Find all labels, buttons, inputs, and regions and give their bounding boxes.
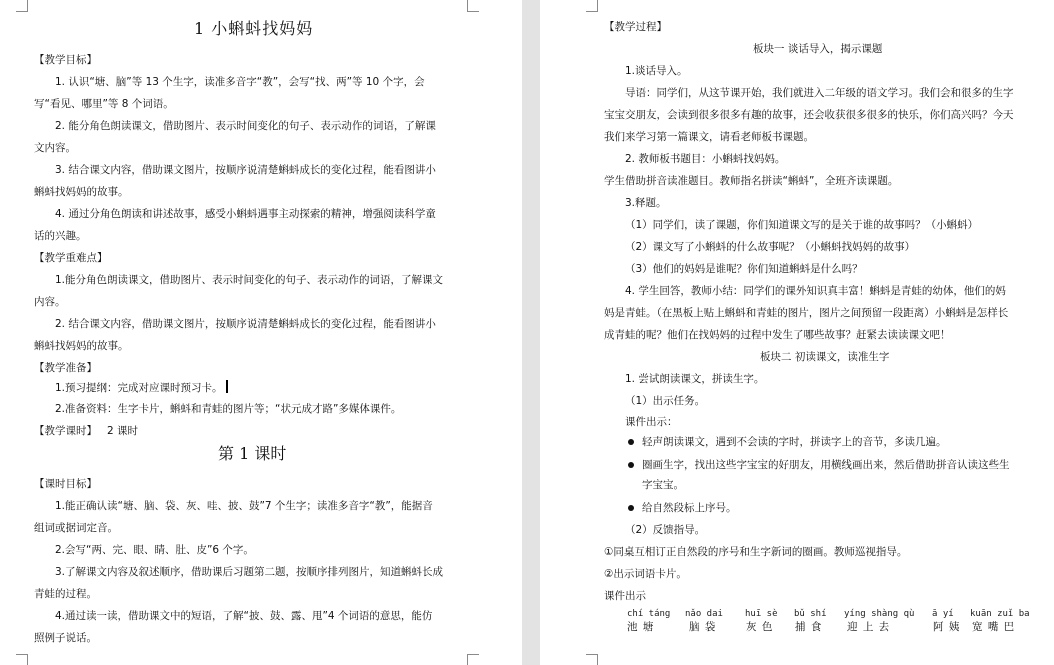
sub-step: （1）出示任务。 (625, 395, 706, 407)
paragraph-line: 导语：同学们，从这节课开始，我们就进入二年级的语文学习。我们会和很多的生字 (625, 87, 1014, 99)
margin-corner-mark (467, 0, 479, 12)
bullet-text: 给自然段标上序号。 (642, 502, 737, 514)
lesson-objective-line: 1.能正确认读“塘、脑、袋、灰、哇、披、鼓”7 个生字；读准多音字“教”，能据音 (55, 500, 433, 512)
pinyin: ā yí (932, 609, 954, 619)
bullet-text: 轻声朗读课文，遇到不会读的字时，拼读字上的音节，多读几遍。 (642, 436, 947, 448)
word-card: 阿 姨 (933, 621, 961, 633)
word-card: 迎 上 去 (847, 621, 891, 633)
section-header-objectives: 【教学目标】 (34, 54, 97, 66)
bullet-text: 字宝宝。 (642, 479, 684, 491)
word-card: 灰 色 (746, 621, 774, 633)
page-right (540, 0, 1054, 665)
paragraph-line: 宝宝交朋友，会读到很多很多有趣的故事，还会收获很多很多的快乐，你们高兴吗？今天 (604, 109, 1014, 121)
word-card: 脑 袋 (689, 621, 717, 633)
lesson-objective-line: 照例子说话。 (34, 632, 97, 644)
text-cursor (226, 380, 228, 393)
sub-step: （2）反馈指导。 (625, 524, 706, 536)
objective-line: 写“看见、哪里”等 8 个词语。 (34, 98, 174, 110)
block-title: 板块一 谈话导入，揭示课题 (753, 43, 883, 55)
margin-corner-mark (467, 654, 479, 665)
lesson-objective-line: 3.了解课文内容及叙述顺序，借助课后习题第二题，按顺序排列图片，知道蝌蚪长成 (55, 566, 444, 578)
hours-value: 2 课时 (107, 425, 139, 437)
keypoint-line: 内容。 (34, 296, 66, 308)
objective-line: 话的兴趣。 (34, 230, 87, 242)
paragraph-line: 学生借助拼音读准题目。教师指名拼读“蝌蚪”，全班齐读课题。 (604, 175, 899, 187)
prep-line (55, 380, 228, 395)
word-card: 池 塘 (627, 621, 655, 633)
pinyin: chí táng (627, 609, 671, 619)
bullet-icon (628, 505, 634, 511)
pinyin: nǎo dai (685, 609, 723, 619)
paragraph-line: ②出示词语卡片。 (604, 568, 687, 580)
section-header-process: 【教学过程】 (604, 21, 667, 33)
step-heading: 3.释题。 (625, 197, 667, 209)
section-header-prep: 【教学准备】 (34, 362, 97, 374)
section-header-lesson-objectives: 【课时目标】 (34, 478, 97, 490)
keypoint-line: 蝌蚪找妈妈的故事。 (34, 340, 129, 352)
objective-line: 蝌蚪找妈妈的故事。 (34, 186, 129, 198)
lesson-objective-line: 组词或据词定音。 (34, 522, 118, 534)
question-line: （3）他们的妈妈是谁呢？你们知道蝌蚪是什么吗？ (625, 263, 863, 275)
courseware-label: 课件出示： (625, 416, 678, 428)
step-heading: 1.谈话导入。 (625, 65, 688, 77)
paragraph-line: 4. 学生回答，教师小结：同学们的课外知识真丰富！蝌蚪是青蛙的幼体，他们的妈 (625, 285, 1006, 297)
objective-line: 3. 结合课文内容，借助课文图片，按顺序说清楚蝌蚪成长的变化过程，能看图讲小 (55, 164, 436, 176)
pinyin: kuān zuǐ ba (970, 609, 1030, 619)
page-left (0, 0, 522, 665)
section-header-keypoints: 【教学重难点】 (34, 252, 108, 264)
margin-corner-mark (16, 0, 28, 12)
paragraph-line: ①同桌互相订正自然段的序号和生字新词的圈画。教师巡视指导。 (604, 546, 908, 558)
objective-line: 1. 认识“塘、脑”等 13 个生字，读准多音字“教”，会写“找、两”等 10 个字，会 (55, 76, 425, 88)
question-line: （1）同学们，读了课题，你们知道课文写的是关于谁的故事吗？（小蝌蚪） (625, 219, 979, 231)
bullet-icon (628, 462, 634, 468)
pinyin: bǔ shí (794, 609, 827, 619)
bullet-text: 圈画生字，找出这些字宝宝的好朋友，用横线画出来，然后借助拼音认读这些生 (642, 459, 1010, 471)
block-title: 板块二 初读课文，读准生字 (760, 351, 890, 363)
margin-corner-mark (16, 654, 28, 665)
objective-line: 文内容。 (34, 142, 76, 154)
step-heading: 1. 尝试朗读课文，拼读生字。 (625, 373, 765, 385)
objective-line: 2. 能分角色朗读课文，借助图片、表示时间变化的句子、表示动作的词语，了解课 (55, 120, 436, 132)
paragraph-line: 我们来学习第一篇课文，请看老师板书课题。 (604, 131, 814, 143)
word-card: 捕 食 (795, 621, 823, 633)
hours-label: 【教学课时】 (34, 425, 97, 437)
paragraph-line: 成青蛙的呢？他们在找妈妈的过程中发生了哪些故事？赶紧去读读课文吧！ (604, 329, 951, 341)
lesson-objective-line: 青蛙的过程。 (34, 588, 97, 600)
question-line: （2）课文写了小蝌蚪的什么故事呢？（小蝌蚪找妈妈的故事） (625, 241, 916, 253)
pinyin: yíng shàng qù (844, 609, 915, 619)
keypoint-line: 1.能分角色朗读课文，借助图片、表示时间变化的句子、表示动作的词语，了解课文 (55, 274, 444, 286)
bullet-icon (628, 439, 634, 445)
courseware-label: 课件出示 (604, 590, 646, 602)
hours-line (34, 424, 138, 438)
lesson-objective-line: 2.会写“两、完、眼、睛、肚、皮”6 个字。 (55, 544, 254, 556)
lesson-title: 第 1 课时 (218, 444, 287, 463)
lesson-objective-line: 4.通过读一读，借助课文中的短语，了解“披、鼓、露、甩”4 个词语的意思，能仿 (55, 610, 433, 622)
prep-text: 1.预习提纲：完成对应课时预习卡。 (55, 382, 223, 394)
document-title: 1 小蝌蚪找妈妈 (194, 19, 314, 38)
prep-line: 2.准备资料：生字卡片，蝌蚪和青蛙的图片等；“状元成才路”多媒体课件。 (55, 403, 402, 415)
margin-corner-mark (586, 654, 598, 665)
word-card: 宽 嘴 巴 (972, 621, 1016, 633)
objective-line: 4. 通过分角色朗读和讲述故事，感受小蝌蚪遇事主动探索的精神，增强阅读科学童 (55, 208, 436, 220)
keypoint-line: 2. 结合课文内容，借助课文图片，按顺序说清楚蝌蚪成长的变化过程，能看图讲小 (55, 318, 436, 330)
paragraph-line: 妈是青蛙。（在黑板上贴上蝌蚪和青蛙的图片，图片之间预留一段距离）小蝌蚪是怎样长 (604, 307, 1009, 319)
pinyin: huī sè (745, 609, 778, 619)
step-heading: 2. 教师板书题目：小蝌蚪找妈妈。 (625, 153, 786, 165)
margin-corner-mark (586, 0, 598, 12)
